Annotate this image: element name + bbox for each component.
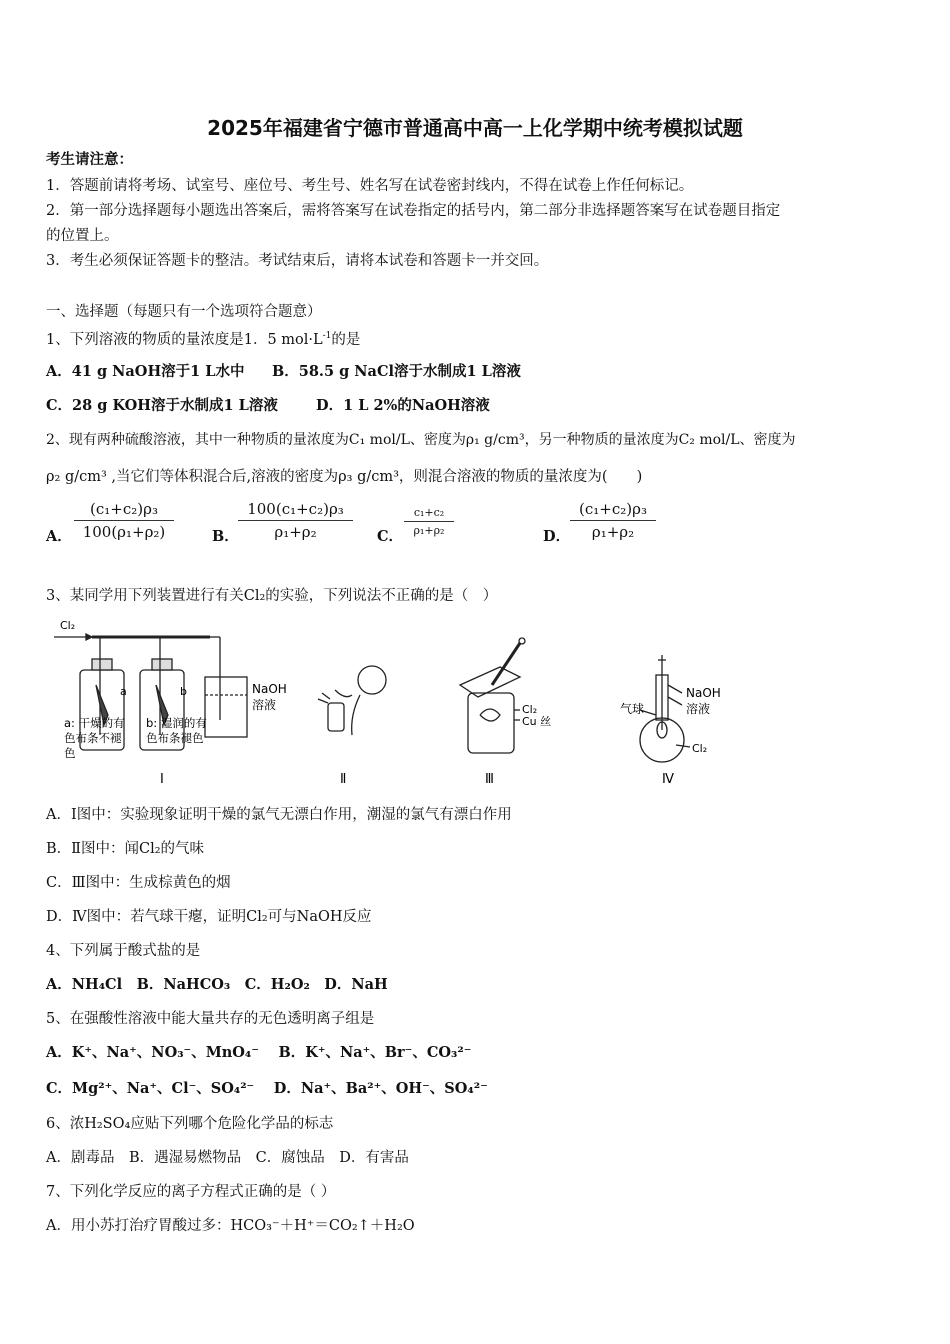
q2-option-d-label: D． [543, 528, 571, 545]
fig1-b-label: b [180, 685, 187, 698]
fig3-cl2-label: Cl₂ [522, 703, 538, 716]
fraction-bar [238, 520, 353, 521]
waving-hand [335, 690, 352, 697]
q2-option-c-denominator: ρ₁+ρ₂ [413, 524, 445, 537]
q3-option-c: C．Ⅲ图中：生成棕黄色的烟 [46, 875, 231, 891]
q2-stem-line2: ρ₂ g/cm³ ,当它们等体积混合后,溶液的密度为ρ₃ g/cm³，则混合溶液的物质的量浓度为( ) [46, 469, 643, 485]
q2-option-d-denominator: ρ₁+ρ₂ [591, 523, 635, 541]
q7-stem: 7、下列化学反应的离子方程式正确的是（ ） [46, 1184, 336, 1200]
fraction-bar [570, 520, 656, 521]
fig1-a-caption-3: 色 [64, 746, 76, 760]
fig-number-2: Ⅱ [340, 772, 347, 787]
q4-options: A．NH₄Cl B．NaHCO₃ C．H₂O₂ D．NaH [46, 976, 388, 993]
q2-option-c-fraction [404, 506, 454, 537]
arrow-head [86, 634, 92, 640]
q2-option-d-numerator: (c₁+c₂)ρ₃ [579, 500, 647, 518]
q2-option-c-label: C． [377, 528, 404, 545]
q2-option-a-numerator: (c₁+c₂)ρ₃ [90, 500, 158, 518]
q3-option-d: D．Ⅳ图中：若气球干瘪，证明Cl₂可与NaOH反应 [46, 909, 372, 925]
q2-option-b-numerator: 100(c₁+c₂)ρ₃ [247, 500, 344, 518]
section-heading: 一、选择题（每题只有一个选项符合题意） [46, 304, 322, 320]
q4-stem: 4、下列属于酸式盐的是 [46, 943, 201, 959]
naoh-beaker [205, 677, 247, 737]
q7-option-a: A．用小苏打治疗胃酸过多：HCO₃⁻＋H⁺＝CO₂↑＋H₂O [46, 1218, 415, 1234]
notice-item-2: 2．第一部分选择题每小题选出答案后，需将答案写在试卷指定的括号内，第二部分非选择题答案写在试卷题目指定 [46, 203, 781, 219]
q2-option-d-fraction [570, 500, 656, 541]
q1-stem [46, 326, 360, 350]
fig-number-4: Ⅳ [662, 772, 674, 787]
q6-stem: 6、浓H₂SO₄应贴下列哪个危险化学品的标志 [46, 1116, 334, 1132]
fig1-cl2-label: Cl₂ [60, 619, 76, 632]
notice-item-1: 1．答题前请将考场、试室号、座位号、考生号、姓名写在试卷密封线内，不得在试卷上作任何标记。 [46, 178, 694, 194]
q3-option-a: A．Ⅰ图中：实验现象证明干燥的氯气无漂白作用，潮湿的氯气有漂白作用 [46, 807, 512, 823]
q2-option-a-fraction [74, 500, 174, 541]
fig4-balloon-label: 气球 [620, 702, 645, 716]
fig1-a-label: a [120, 685, 127, 698]
q2-option-b-denominator: ρ₁+ρ₂ [274, 523, 317, 541]
fig4-naoh-label: NaOH [686, 686, 721, 700]
notice-item-3: 3．考生必须保证答题卡的整洁。考试结束后，请将本试卷和答题卡一并交回。 [46, 253, 549, 269]
q1-option-a: A．41 g NaOH溶于1 L水中 [46, 363, 245, 380]
q1-option-c: C．28 g KOH溶于水制成1 L溶液 [46, 397, 278, 414]
q1-option-d: D．1 L 2%的NaOH溶液 [316, 397, 490, 414]
gas-jar [328, 703, 344, 731]
q2-option-c-numerator: c₁+c₂ [413, 506, 445, 519]
q1-stem-sup: -1 [322, 331, 332, 341]
fig1-a-caption-2: 色布条不褪 [64, 731, 122, 745]
person-head [358, 666, 386, 694]
fig1-b-caption-2: 色布条褪色 [146, 731, 204, 745]
q5-options-ab: A．K⁺、Na⁺、NO₃⁻、MnO₄⁻ B．K⁺、Na⁺、Br⁻、CO₃²⁻ [46, 1044, 472, 1061]
fig1-a-caption-1: a: 干燥的有 [64, 716, 125, 730]
q2-option-a-denominator: 100(ρ₁+ρ₂) [82, 523, 166, 541]
fig3-cu-label: Cu 丝 [522, 715, 552, 728]
fig4-solution-label: 溶液 [686, 702, 711, 716]
q3-stem: 3、某同学用下列装置进行有关Cl₂的实验，下列说法不正确的是（ ） [46, 588, 498, 604]
fig4-cl2-label: Cl₂ [692, 742, 708, 755]
q2-option-b-label: B． [212, 528, 239, 545]
q2-stem-line1: 2、现有两种硫酸溶液，其中一种物质的量浓度为C₁ mol/L、密度为ρ₁ g/cm³，另一种物质的量浓度为C₂ mol/L、密度为 [46, 432, 796, 448]
q3-option-b: B．Ⅱ图中：闻Cl₂的气味 [46, 841, 205, 857]
fig-number-1: Ⅰ [160, 772, 164, 787]
q6-options: A．剧毒品 B．遇湿易燃物品 C．腐蚀品 D．有害品 [46, 1150, 409, 1166]
q1-option-b: B．58.5 g NaCl溶于水制成1 L溶液 [272, 363, 521, 380]
notice-heading: 考生请注意： [46, 151, 133, 168]
notice-item-2-cont: 的位置上。 [46, 228, 119, 244]
q3-apparatus-figure [0, 615, 950, 795]
q1-stem-post: 的是 [331, 331, 361, 348]
q5-options-cd: C．Mg²⁺、Na⁺、Cl⁻、SO₄²⁻ D．Na⁺、Ba²⁺、OH⁻、SO₄²⁻ [46, 1080, 488, 1097]
page-title: 2025年福建省宁德市普通高中高一上化学期中统考模拟试题 [207, 116, 743, 140]
copper-wire [480, 709, 500, 721]
fig-number-3: Ⅲ [485, 772, 494, 787]
fig1-naoh-label: NaOH [252, 682, 287, 696]
fig1-solution-label: 溶液 [252, 698, 277, 712]
gas-bottle [468, 693, 514, 753]
fig1-b-caption-1: b: 湿润的有 [146, 716, 207, 730]
q5-stem: 5、在强酸性溶液中能大量共存的无色透明离子组是 [46, 1011, 375, 1027]
fraction-bar [404, 521, 454, 522]
q1-stem-pre: 1、下列溶液的物质的量浓度是1．5 mol·L [46, 331, 323, 348]
q2-option-b-fraction [238, 500, 353, 541]
q2-option-a-label: A． [46, 528, 72, 545]
fraction-bar [74, 520, 174, 521]
